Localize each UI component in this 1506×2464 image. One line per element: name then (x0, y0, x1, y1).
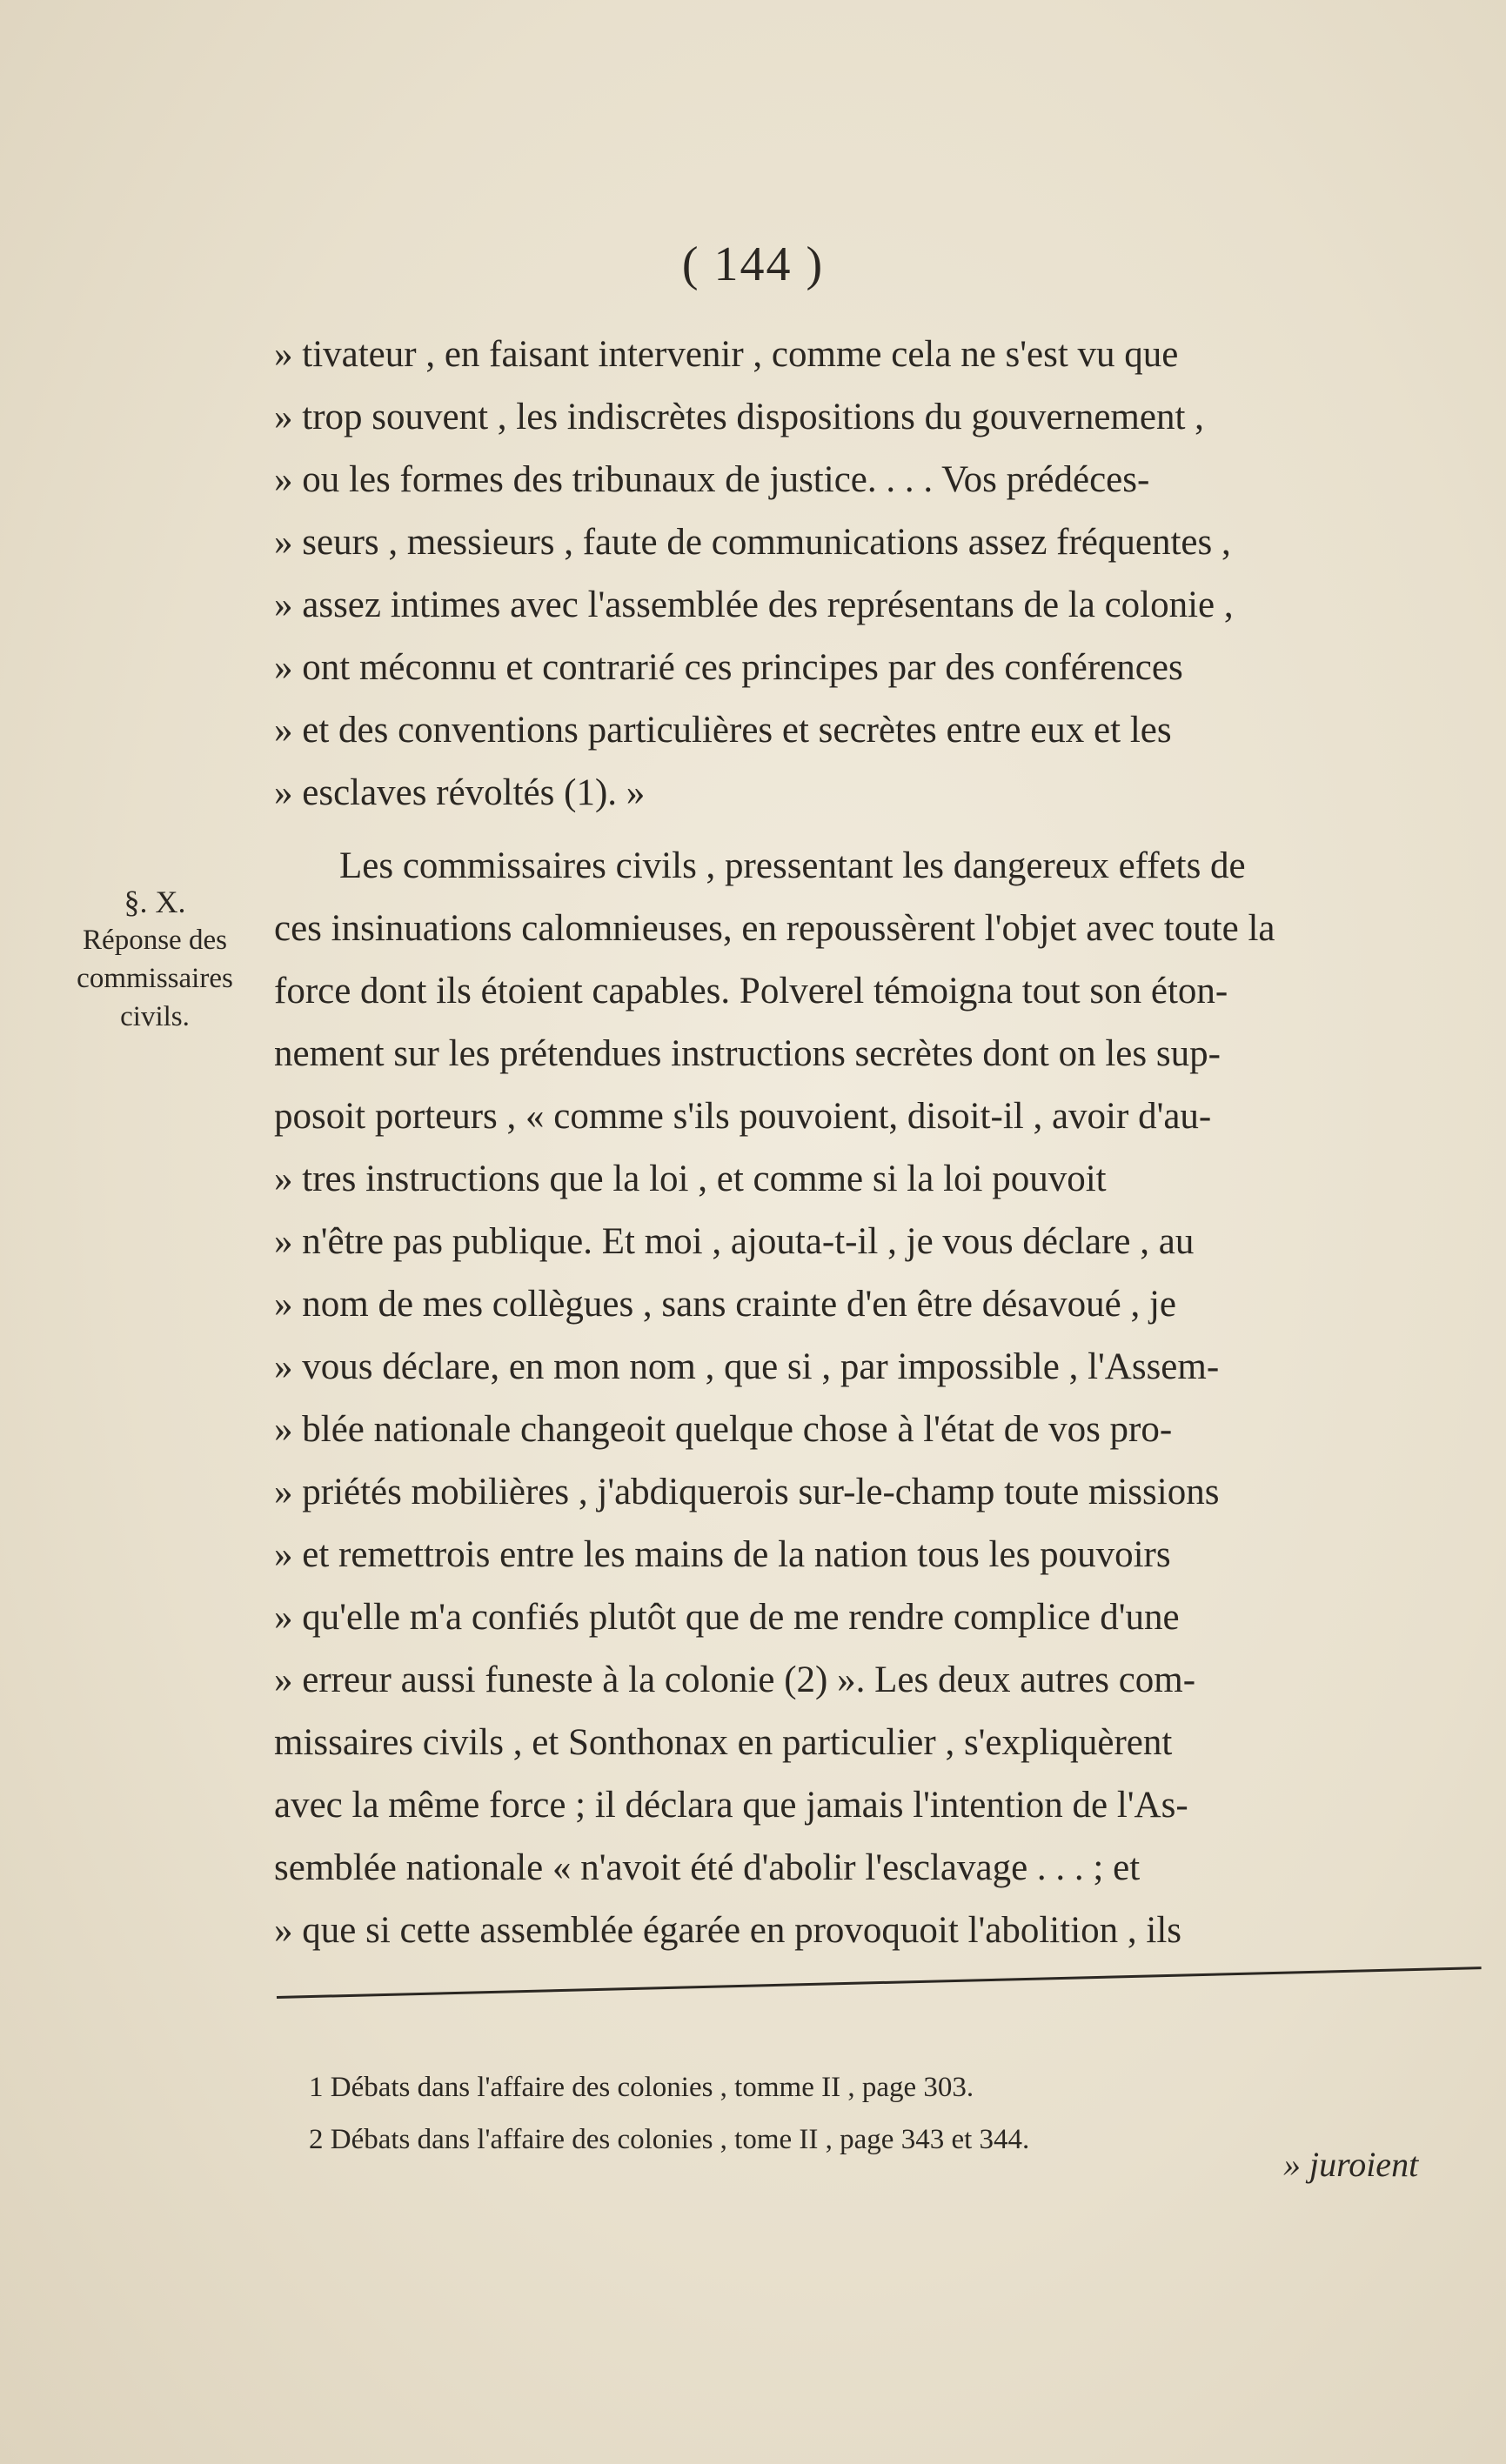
text-line: Les commissaires civils , pressentant les dangereux effets de (339, 845, 1246, 886)
text-line: posoit porteurs , « comme s'ils pouvoient, disoit-il , avoir d'au- (274, 1096, 1212, 1137)
footnote: 1 Débats dans l'affaire des colonies , tomme II , page 303. (309, 2072, 974, 2103)
text-line: » qu'elle m'a confiés plutôt que de me rendre complice d'une (274, 1597, 1180, 1638)
margin-note-line: commissaires (77, 963, 233, 994)
text-line: » et remettrois entre les mains de la nation tous les pouvoirs (274, 1534, 1171, 1575)
text-line: force dont ils étoient capables. Polverel témoigna tout son éton- (274, 971, 1228, 1012)
text-line: missaires civils , et Sonthonax en particulier , s'expliquèrent (274, 1722, 1173, 1763)
margin-note (42, 883, 268, 1036)
text-line: ces insinuations calomnieuses, en repoussèrent l'objet avec toute la (274, 908, 1275, 949)
footnotes (309, 2061, 1396, 2166)
text-line: » vous déclare, en mon nom , que si , par impossible , l'Assem- (274, 1346, 1220, 1387)
text-line: avec la même force ; il déclara que jamais l'intention de l'As- (274, 1785, 1188, 1826)
page-number: ( 144 ) (681, 237, 825, 291)
text-line: semblée nationale « n'avoit été d'abolir l'esclavage . . . ; et (274, 1847, 1141, 1888)
text-line: » ou les formes des tribunaux de justice. . . . Vos prédéces- (274, 459, 1150, 500)
text-line: » et des conventions particulières et secrètes entre eux et les (274, 710, 1172, 751)
text-line: » blée nationale changeoit quelque chose à l'état de vos pro- (274, 1409, 1173, 1450)
text-line: » seurs , messieurs , faute de communications assez fréquentes , (274, 522, 1231, 563)
text-line: » tres instructions que la loi , et comme si la loi pouvoit (274, 1159, 1107, 1199)
section-number: §. X. (124, 885, 186, 919)
text-line: » esclaves révoltés (1). » (274, 772, 646, 813)
margin-note-line: Réponse des (83, 925, 227, 956)
text-line: » priétés mobilières , j'abdiquerois sur-le-champ toute missions (274, 1472, 1220, 1512)
text-line: » nom de mes collègues , sans crainte d'en être désavoué , je (274, 1284, 1176, 1325)
text-line: » erreur aussi funeste à la colonie (2) ». Les deux autres com- (274, 1659, 1196, 1700)
quote-block (274, 324, 1466, 825)
text-line: nement sur les prétendues instructions secrètes dont on les sup- (274, 1033, 1221, 1074)
text-line: » trop souvent , les indiscrètes dispositions du gouvernement , (274, 397, 1204, 437)
footnote: 2 Débats dans l'affaire des colonies , tome II , page 343 et 344. (309, 2124, 1030, 2155)
text-line: » n'être pas publique. Et moi , ajouta-t-il , je vous déclare , au (274, 1221, 1195, 1262)
body-paragraph (274, 835, 1466, 1962)
text-line: » tivateur , en faisant intervenir , comme cela ne s'est vu que (274, 334, 1179, 375)
footnote-divider (277, 1967, 1482, 1999)
text-line: » que si cette assemblée égarée en provoquoit l'abolition , ils (274, 1910, 1182, 1951)
margin-note-line: civils. (120, 1001, 190, 1032)
text-line: » ont méconnu et contrarié ces principes par des conférences (274, 647, 1183, 688)
catchword: » juroient (1283, 2145, 1419, 2184)
text-line: » assez intimes avec l'assemblée des représentans de la colonie , (274, 584, 1234, 625)
